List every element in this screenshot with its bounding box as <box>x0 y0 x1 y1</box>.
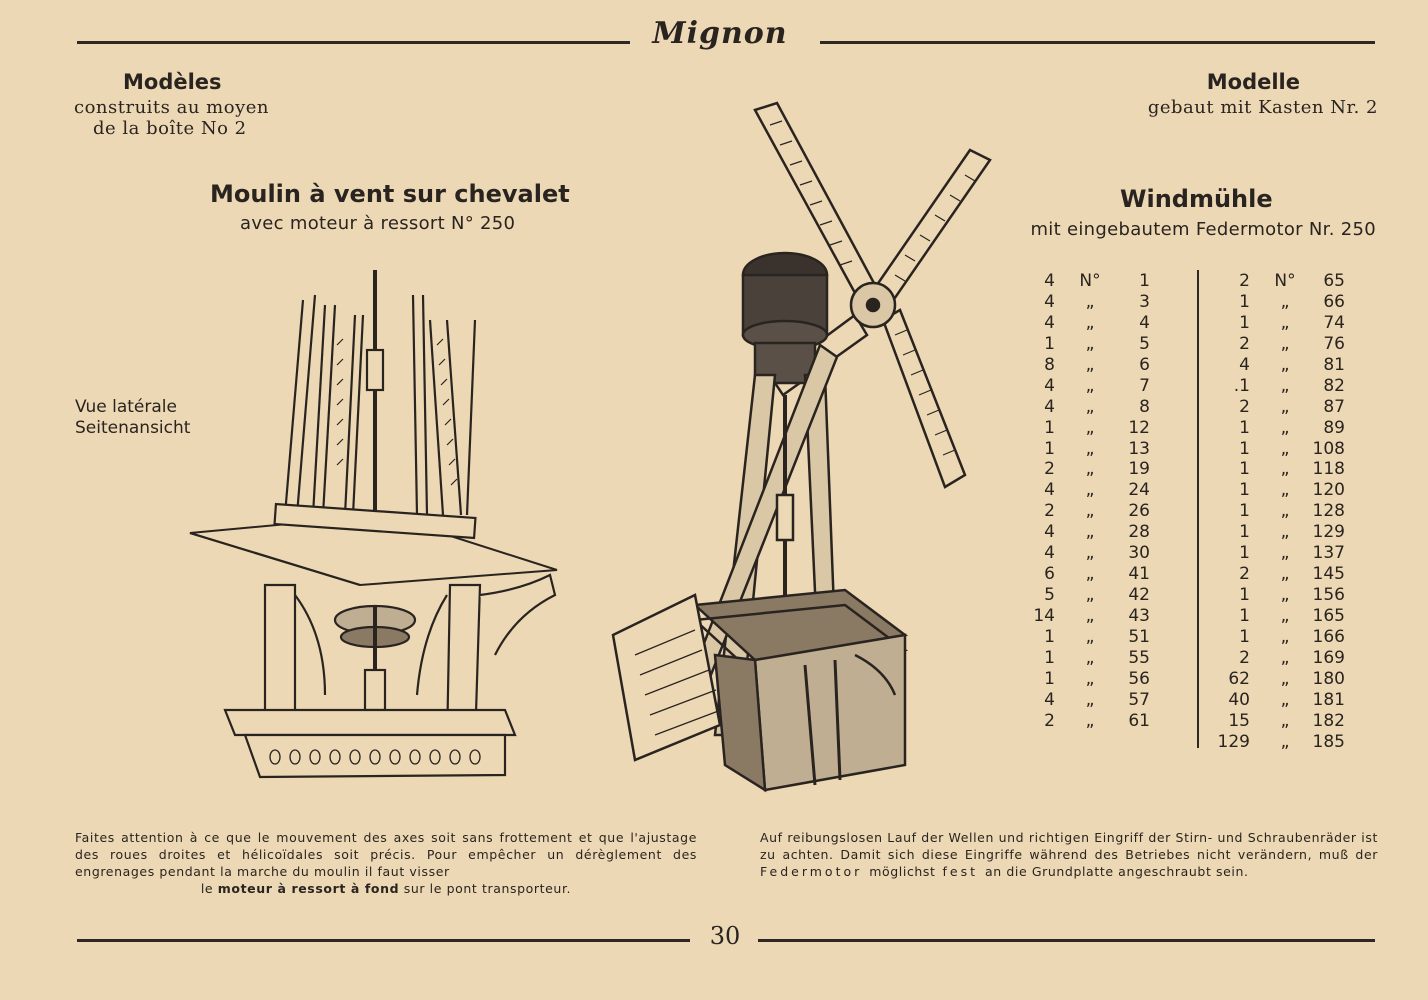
parts-row <box>1015 292 1155 313</box>
parts-row <box>1015 690 1155 711</box>
part-mark: „ <box>1280 689 1290 710</box>
part-qty: 5 <box>1044 585 1055 606</box>
part-mark: „ <box>1280 417 1290 438</box>
note-french-last-line <box>75 880 697 897</box>
part-qty: 40 <box>1228 689 1250 710</box>
part-number: 82 <box>1323 375 1345 396</box>
part-qty: 4 <box>1044 291 1055 312</box>
part-number: 156 <box>1312 585 1345 606</box>
parts-row <box>1210 313 1350 334</box>
part-number: 76 <box>1323 333 1345 354</box>
part-qty: 62 <box>1228 668 1250 689</box>
part-qty: 1 <box>1044 668 1055 689</box>
part-qty: 1 <box>1239 291 1250 312</box>
part-number: 8 <box>1139 396 1150 417</box>
right-header-title: Modelle <box>1206 70 1300 94</box>
windmill-illustration <box>605 95 1000 800</box>
part-number: 87 <box>1323 396 1345 417</box>
part-mark: „ <box>1085 480 1095 501</box>
part-number: 185 <box>1312 731 1345 752</box>
part-number: 4 <box>1139 312 1150 333</box>
parts-row <box>1210 271 1350 292</box>
parts-row <box>1210 543 1350 564</box>
part-qty: 4 <box>1044 312 1055 333</box>
part-mark: „ <box>1280 647 1290 668</box>
part-mark: „ <box>1280 333 1290 354</box>
part-qty: 4 <box>1044 271 1055 291</box>
parts-row <box>1015 271 1155 292</box>
part-qty: 1 <box>1239 459 1250 480</box>
parts-list-right <box>1210 271 1350 753</box>
part-mark: „ <box>1280 291 1290 312</box>
part-mark: „ <box>1280 459 1290 480</box>
part-mark: „ <box>1280 375 1290 396</box>
part-number: 19 <box>1128 459 1150 480</box>
note-german-bold-2: fest <box>935 864 986 879</box>
part-number: 66 <box>1323 291 1345 312</box>
parts-row <box>1210 501 1350 522</box>
part-mark: „ <box>1085 354 1095 375</box>
part-number: 180 <box>1312 668 1345 689</box>
model-title-de: Windmühle <box>1120 185 1273 213</box>
parts-row <box>1015 376 1155 397</box>
part-number: 3 <box>1139 291 1150 312</box>
parts-row <box>1015 522 1155 543</box>
part-qty: 1 <box>1044 417 1055 438</box>
part-qty: 15 <box>1228 710 1250 731</box>
parts-row <box>1210 669 1350 690</box>
part-number: 108 <box>1312 438 1345 459</box>
part-number: 81 <box>1323 354 1345 375</box>
part-number: 128 <box>1312 501 1345 522</box>
part-number: 61 <box>1128 710 1150 731</box>
parts-row <box>1015 543 1155 564</box>
note-german-text-1: Auf reibungslosen Lauf der Wellen und richtigen Eingriff der Stirn- und Schraubenräder ist zu achten. Damit sich diese Eingriffe während des Betriebes nicht verändern, muß der <box>760 830 1378 862</box>
part-number: 137 <box>1312 543 1345 564</box>
part-qty: 8 <box>1044 354 1055 375</box>
part-qty: 1 <box>1239 438 1250 459</box>
part-qty: 4 <box>1044 375 1055 396</box>
part-number: 1 <box>1139 271 1150 291</box>
parts-row <box>1210 585 1350 606</box>
parts-row <box>1210 627 1350 648</box>
part-number: 65 <box>1323 271 1345 291</box>
parts-row <box>1210 690 1350 711</box>
parts-row <box>1015 313 1155 334</box>
parts-row <box>1015 480 1155 501</box>
part-mark: „ <box>1085 522 1095 543</box>
parts-row <box>1210 711 1350 732</box>
part-number: 43 <box>1128 606 1150 626</box>
part-qty: 1 <box>1239 626 1250 647</box>
parts-list-divider <box>1197 270 1199 748</box>
part-qty: 2 <box>1239 333 1250 354</box>
part-qty: 4 <box>1044 396 1055 417</box>
part-qty: 4 <box>1239 354 1250 375</box>
part-number: 129 <box>1312 522 1345 543</box>
parts-row <box>1015 669 1155 690</box>
parts-list-left <box>1015 271 1155 732</box>
part-mark: „ <box>1280 668 1290 689</box>
note-german-text-3: an die Grundplatte angeschraubt sein. <box>985 864 1249 879</box>
parts-row <box>1015 418 1155 439</box>
part-mark: „ <box>1085 417 1095 438</box>
part-mark: „ <box>1085 459 1095 480</box>
left-header-sub-2: de la boîte No 2 <box>93 118 247 139</box>
part-qty: 4 <box>1044 522 1055 543</box>
part-mark: „ <box>1085 689 1095 710</box>
part-qty: 4 <box>1044 480 1055 501</box>
part-qty: 1 <box>1239 417 1250 438</box>
part-mark: „ <box>1280 438 1290 459</box>
part-number: 30 <box>1128 543 1150 564</box>
part-qty: 1 <box>1044 438 1055 459</box>
part-qty: 4 <box>1044 543 1055 564</box>
part-mark: „ <box>1280 626 1290 647</box>
part-qty: 1 <box>1239 480 1250 501</box>
part-mark: „ <box>1280 585 1290 606</box>
part-number: 24 <box>1128 480 1150 501</box>
parts-row <box>1210 439 1350 460</box>
part-mark: „ <box>1085 647 1095 668</box>
parts-row <box>1210 564 1350 585</box>
part-number: 13 <box>1128 438 1150 459</box>
part-qty: 2 <box>1239 647 1250 668</box>
part-mark: „ <box>1085 291 1095 312</box>
parts-row <box>1210 522 1350 543</box>
part-mark: N° <box>1274 271 1296 291</box>
part-qty: 1 <box>1239 501 1250 522</box>
part-mark: „ <box>1085 312 1095 333</box>
part-number: 120 <box>1312 480 1345 501</box>
parts-row <box>1015 648 1155 669</box>
part-qty: 14 <box>1033 606 1055 626</box>
part-mark: „ <box>1280 710 1290 731</box>
part-number: 5 <box>1139 333 1150 354</box>
part-mark: N° <box>1079 271 1101 291</box>
part-qty: 1 <box>1239 585 1250 606</box>
part-number: 165 <box>1312 606 1345 626</box>
part-qty: 1 <box>1239 312 1250 333</box>
parts-row <box>1210 292 1350 313</box>
part-mark: „ <box>1085 375 1095 396</box>
parts-row <box>1015 439 1155 460</box>
part-number: 169 <box>1312 647 1345 668</box>
part-qty: 1 <box>1044 333 1055 354</box>
part-number: 118 <box>1312 459 1345 480</box>
part-qty: 2 <box>1239 396 1250 417</box>
note-german-text-2: möglichst <box>869 864 936 879</box>
part-qty: 1 <box>1044 647 1055 668</box>
note-french-last-a: le <box>200 881 218 896</box>
part-qty: 4 <box>1044 689 1055 710</box>
part-qty: 2 <box>1239 564 1250 585</box>
part-number: 55 <box>1128 647 1150 668</box>
part-number: 28 <box>1128 522 1150 543</box>
part-mark: „ <box>1280 354 1290 375</box>
parts-row <box>1210 480 1350 501</box>
footer-rule-left <box>77 939 690 942</box>
parts-row <box>1015 355 1155 376</box>
part-qty: 6 <box>1044 564 1055 585</box>
note-german <box>760 829 1378 880</box>
parts-row <box>1210 397 1350 418</box>
note-french-last-b: sur le pont transporteur. <box>399 881 572 896</box>
header-rule-left <box>77 41 630 44</box>
left-header-sub-1: construits au moyen <box>74 97 269 118</box>
part-mark: „ <box>1280 312 1290 333</box>
model-title-fr: Moulin à vent sur chevalet <box>210 180 570 208</box>
part-number: 166 <box>1312 626 1345 647</box>
model-subtitle-de: mit eingebautem Federmotor Nr. 250 <box>1030 219 1376 240</box>
part-mark: „ <box>1280 480 1290 501</box>
part-mark: „ <box>1085 438 1095 459</box>
part-qty: 129 <box>1217 731 1250 752</box>
part-number: 7 <box>1139 375 1150 396</box>
parts-row <box>1210 355 1350 376</box>
parts-row <box>1015 397 1155 418</box>
part-number: 89 <box>1323 417 1345 438</box>
part-number: 182 <box>1312 710 1345 731</box>
note-french-bold: moteur à ressort à fond <box>217 881 400 896</box>
part-mark: „ <box>1085 564 1095 585</box>
part-mark: „ <box>1280 396 1290 417</box>
parts-row <box>1015 627 1155 648</box>
part-qty: 1 <box>1044 626 1055 647</box>
part-mark: „ <box>1085 543 1095 564</box>
part-number: 74 <box>1323 312 1345 333</box>
part-number: 12 <box>1128 417 1150 438</box>
left-header-title: Modèles <box>123 70 222 94</box>
part-qty: 2 <box>1239 271 1250 291</box>
page-number: 30 <box>709 922 741 950</box>
footer-rule-right <box>758 939 1375 942</box>
part-mark: „ <box>1085 396 1095 417</box>
parts-row <box>1210 459 1350 480</box>
parts-row <box>1210 648 1350 669</box>
side-view-label-fr: Vue latérale <box>75 397 177 417</box>
parts-row <box>1210 376 1350 397</box>
part-mark: „ <box>1280 606 1290 626</box>
brand-title: Mignon <box>652 16 788 51</box>
part-number: 41 <box>1128 564 1150 585</box>
part-number: 26 <box>1128 501 1150 522</box>
part-number: 145 <box>1312 564 1345 585</box>
part-mark: „ <box>1280 543 1290 564</box>
part-mark: „ <box>1280 564 1290 585</box>
part-qty: 2 <box>1044 459 1055 480</box>
parts-row <box>1210 334 1350 355</box>
part-number: 56 <box>1128 668 1150 689</box>
part-qty: .1 <box>1233 375 1250 396</box>
part-qty: 2 <box>1044 501 1055 522</box>
part-mark: „ <box>1085 710 1095 731</box>
part-mark: „ <box>1280 522 1290 543</box>
side-view-illustration <box>185 265 565 785</box>
parts-row <box>1210 418 1350 439</box>
part-mark: „ <box>1085 585 1095 606</box>
parts-row <box>1015 585 1155 606</box>
note-french <box>75 829 697 897</box>
part-mark: „ <box>1085 333 1095 354</box>
part-mark: „ <box>1280 731 1290 752</box>
part-number: 6 <box>1139 354 1150 375</box>
side-view-label-de: Seitenansicht <box>75 418 191 438</box>
model-subtitle-fr: avec moteur à ressort N° 250 <box>240 213 516 234</box>
header-rule-right <box>820 41 1375 44</box>
part-mark: „ <box>1280 501 1290 522</box>
note-german-bold-1: Federmotor <box>760 864 870 879</box>
part-number: 51 <box>1128 626 1150 647</box>
part-mark: „ <box>1085 626 1095 647</box>
parts-row <box>1015 501 1155 522</box>
parts-row <box>1015 606 1155 627</box>
parts-row <box>1210 606 1350 627</box>
part-mark: „ <box>1085 606 1095 626</box>
note-french-text: Faites attention à ce que le mouvement des axes soit sans frottement et que l'ajustage des roues droites et hélicoïdales soit précis. Pour empêcher un dérèglement des engrenages pendant la marche du moulin il faut visser <box>75 830 697 879</box>
part-mark: „ <box>1085 668 1095 689</box>
right-header-sub: gebaut mit Kasten Nr. 2 <box>1147 97 1378 118</box>
part-qty: 1 <box>1239 606 1250 626</box>
part-number: 57 <box>1128 689 1150 710</box>
part-qty: 1 <box>1239 543 1250 564</box>
parts-row <box>1210 732 1350 753</box>
parts-row <box>1015 459 1155 480</box>
parts-row <box>1015 711 1155 732</box>
parts-row <box>1015 564 1155 585</box>
part-mark: „ <box>1085 501 1095 522</box>
part-number: 42 <box>1128 585 1150 606</box>
part-qty: 1 <box>1239 522 1250 543</box>
part-number: 181 <box>1312 689 1345 710</box>
part-qty: 2 <box>1044 710 1055 731</box>
parts-row <box>1015 334 1155 355</box>
